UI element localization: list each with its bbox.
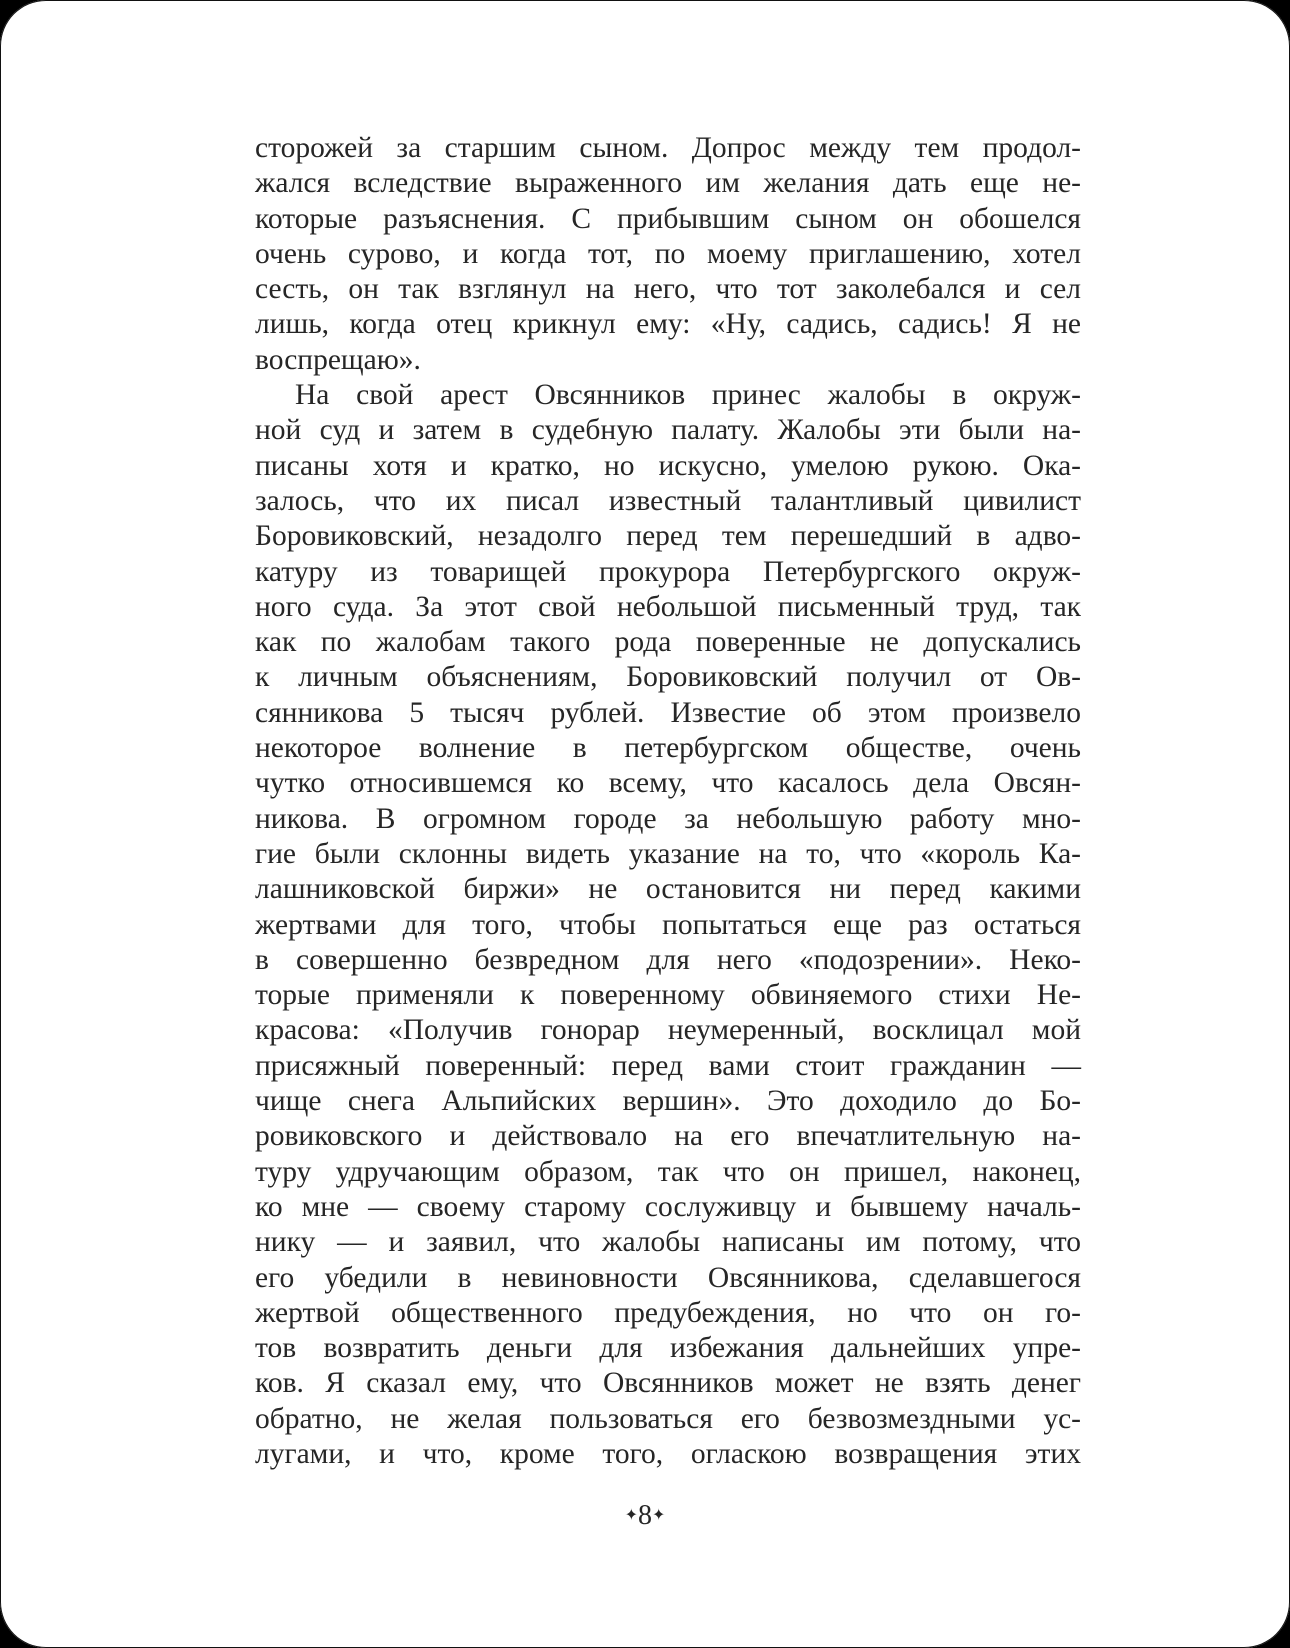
text-line: ной суд и затем в судебную палату. Жалобы эти были на- bbox=[255, 414, 1081, 447]
text-line: торые применяли к поверенному обвиняемого стихи Не- bbox=[255, 979, 1081, 1012]
text-line: лугами, и что, кроме того, огласкою возвращения этих bbox=[255, 1437, 1081, 1470]
text-line: Боровиковский, незадолго перед тем перешедший в адво- bbox=[255, 520, 1081, 553]
ornament-diamond-right-icon: ✦ bbox=[652, 1507, 666, 1524]
text-line: чутко относившемся ко всему, что касалось дела Овсян- bbox=[255, 767, 1081, 800]
text-line: туру удручающим образом, так что он пришел, наконец, bbox=[255, 1155, 1081, 1188]
text-line: На свой арест Овсянников принес жалобы в окруж- bbox=[295, 379, 1081, 412]
page-footer bbox=[0, 1500, 1290, 1532]
text-line: воспрещаю». bbox=[255, 343, 421, 376]
text-line: катуру из товарищей прокурора Петербургского окруж- bbox=[255, 555, 1081, 588]
text-line: очень сурово, и когда тот, по моему приглашению, хотел bbox=[255, 237, 1081, 270]
text-line: жался вследствие выраженного им желания дать еще не- bbox=[255, 167, 1081, 200]
ornament-diamond-left-icon: ✦ bbox=[624, 1507, 638, 1524]
body-text bbox=[255, 131, 1081, 1472]
text-line: как по жалобам такого рода поверенные не допускались bbox=[255, 626, 1081, 659]
text-line: сянникова 5 тысяч рублей. Известие об этом произвело bbox=[255, 696, 1081, 729]
text-line: тов возвратить деньги для избежания дальнейших упре- bbox=[255, 1332, 1081, 1365]
text-line: присяжный поверенный: перед вами стоит гражданин — bbox=[255, 1049, 1081, 1082]
text-line: жертвами для того, чтобы попытаться еще раз остаться bbox=[255, 908, 1081, 941]
text-line: обратно, не желая пользоваться его безвозмездными ус- bbox=[255, 1402, 1081, 1435]
text-line: некоторое волнение в петербургском обществе, очень bbox=[255, 732, 1081, 765]
text-line: нику — и заявил, что жалобы написаны им потому, что bbox=[255, 1226, 1081, 1259]
text-line: жертвой общественного предубеждения, но что он го- bbox=[255, 1296, 1081, 1329]
text-line: сторожей за старшим сыном. Допрос между тем продол- bbox=[255, 132, 1081, 164]
text-line: никова. В огромном городе за небольшую работу мно- bbox=[255, 802, 1081, 835]
text-line: чище снега Альпийских вершин». Это доходило до Бо- bbox=[255, 1085, 1081, 1118]
text-line: писаны хотя и кратко, но искусно, умелою рукою. Ока- bbox=[255, 449, 1081, 482]
text-line: в совершенно безвредном для него «подозрении». Неко- bbox=[255, 943, 1081, 976]
text-line: которые разъяснения. С прибывшим сыном он обошелся bbox=[255, 202, 1081, 235]
text-line: ного суда. За этот свой небольшой письменный труд, так bbox=[255, 590, 1081, 623]
text-line: гие были склонны видеть указание на то, что «король Ка- bbox=[255, 837, 1081, 870]
text-line: ко мне — своему старому сослуживцу и бывшему началь- bbox=[255, 1190, 1081, 1223]
text-line: сесть, он так взглянул на него, что тот заколебался и сел bbox=[255, 273, 1081, 306]
text-line: лашниковской биржи» не остановится ни перед какими bbox=[255, 873, 1081, 906]
text-line: его убедили в невиновности Овсянникова, сделавшегося bbox=[255, 1261, 1081, 1294]
text-line: красова: «Получив гонорар неумеренный, восклицал мой bbox=[255, 1014, 1081, 1047]
text-line: ровиковского и действовало на его впечатлительную на- bbox=[255, 1120, 1081, 1153]
text-line: залось, что их писал известный талантливый цивилист bbox=[255, 484, 1081, 517]
page-number: 8 bbox=[638, 1500, 652, 1531]
text-line: к личным объяснениям, Боровиковский получил от Ов- bbox=[255, 661, 1081, 694]
text-line: лишь, когда отец крикнул ему: «Ну, садись, садись! Я не bbox=[255, 308, 1081, 341]
text-line: ков. Я сказал ему, что Овсянников может не взять денег bbox=[255, 1367, 1081, 1400]
